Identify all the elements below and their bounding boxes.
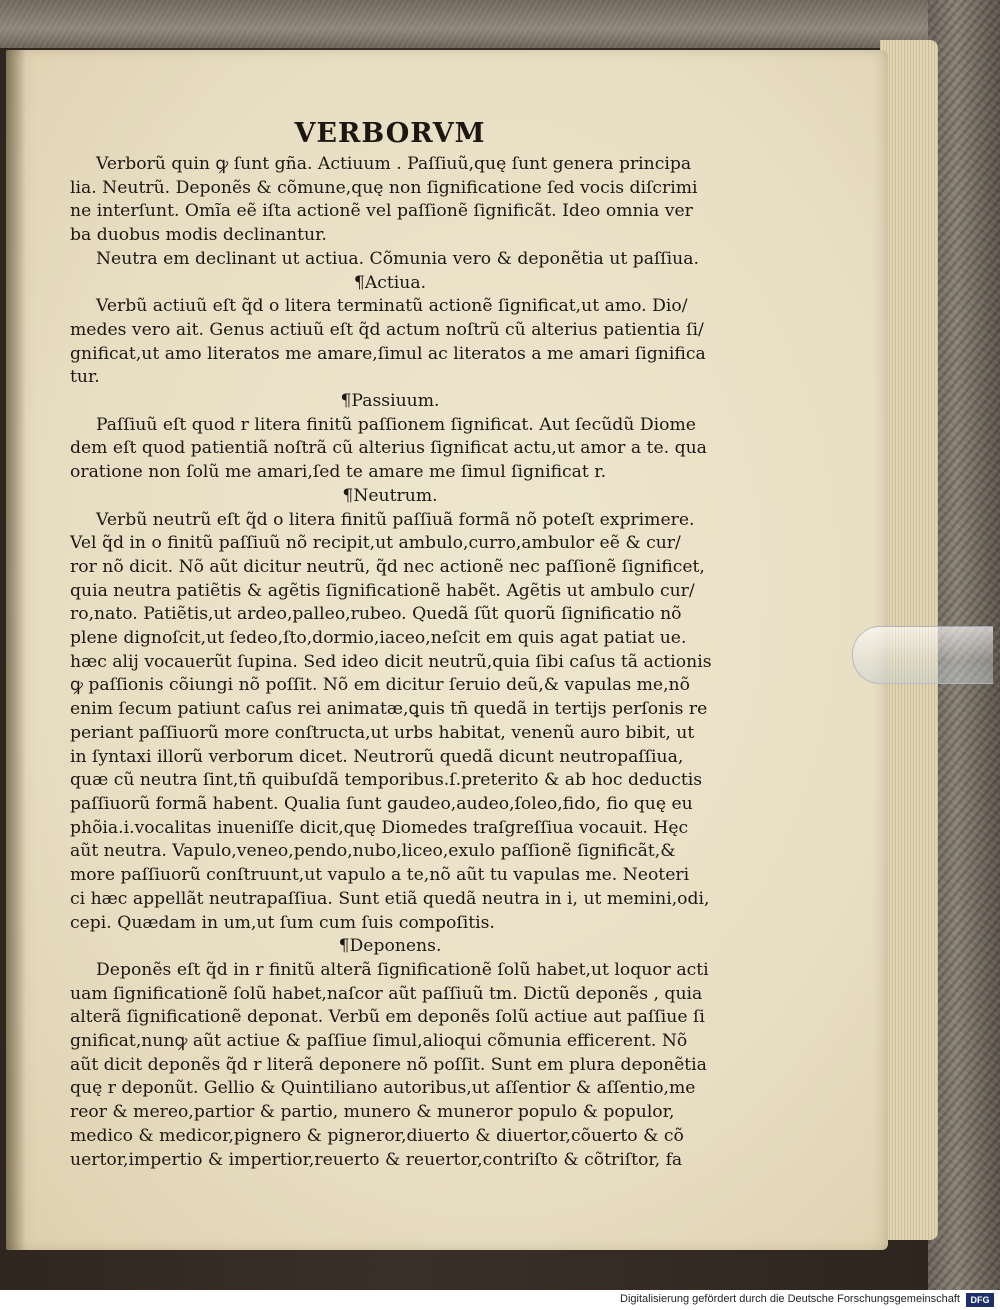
text-line: aũt dicit deponẽs q̃d r literã deponere nõ poſſit. Sunt em plura deponẽtia xyxy=(70,1054,707,1075)
text-line: plene dignoſcit,ut ſedeo,ſto,dormio,iaceo,neſcit em quis agat patiat ue. xyxy=(70,628,687,649)
text-line: Deponẽs eſt q̃d in r finitũ alterã ſignificationẽ ſolũ habet,ut loquor acti xyxy=(96,959,709,980)
text-line: ror nõ dicit. Nõ aũt dicitur neutrũ, q̃d nec actionẽ nec paſſionẽ ſignificet, xyxy=(70,556,705,577)
footer-credit-text: Digitalisierung gefördert durch die Deutsche Forschungsgemeinschaft xyxy=(620,1293,960,1305)
text-line: more paſſiuorũ conſtruunt,ut vapulo a te,nõ aũt tu vapulas me. Neoteri xyxy=(70,865,690,886)
text-line: ro,nato. Patiẽtis,ut ardeo,palleo,rubeo. Quedã ſũt quorũ ſignificatio nõ xyxy=(70,604,682,625)
page-gutter-shadow xyxy=(6,50,26,1250)
section-heading-deponens: ¶Deponens. xyxy=(338,936,442,957)
text-line: lia. Neutrũ. Deponẽs & cõmune,quę non ſignificatione ſed vocis diſcrimi xyxy=(70,177,698,198)
text-line: phõia.i.vocalitas inueniſſe dicit,quę Diomedes traſgreſſiua vocauit. Hęc xyxy=(70,817,689,838)
text-line: enim ſecum patiunt caſus rei animatæ,ꝗuis tñ quedã in tertijs perſonis re xyxy=(70,699,708,720)
text-line: ci hæc appellãt neutrapaſſiua. Sunt etiã quedã neutra in i, ut memini,odi, xyxy=(70,888,710,909)
text-line: quia neutra patiẽtis & agẽtis ſignificationẽ habẽt. Agẽtis ut ambulo cur/ xyxy=(70,580,695,601)
text-line: Paſſiuũ eſt quod r litera finitũ paſſionem ſignificat. Aut ſecũdũ Diome xyxy=(96,414,696,435)
text-line: Vel q̃d in o finitũ paſſiuũ nõ recipit,ut ambulo,curro,ambulor eẽ & cur/ xyxy=(70,533,681,554)
text-line: gnificat,ut amo literatos me amare,ſimul ac literatos a me amari ſignifica xyxy=(70,343,706,364)
text-line: reor & mereo,partior & partio, munero & muneror populo & populor, xyxy=(70,1102,675,1123)
text-line: quę r deponũt. Gellio & Quintiliano autoribus,ut aſſentior & aſſentio,me xyxy=(70,1078,696,1099)
text-line: periant paſſiuorũ more conſtructa,ut urbs habitat, venenũ auro bibit, ut xyxy=(70,722,695,743)
text-line: uertor,impertio & impertior,reuerto & reuertor,contriſto & cõtriſtor, fa xyxy=(70,1149,683,1170)
text-line: ꝙ paſſionis cõiungi nõ poſſit. Nõ em dicitur ſeruio deũ,& vapulas me,nõ xyxy=(70,675,690,696)
page-pointer-tab xyxy=(852,626,993,684)
text-line: quæ cũ neutra ſint,tñ quibuſdã temporibus.ſ.preterito & ab hoc deductis xyxy=(70,770,703,791)
text-line: medes vero ait. Genus actiuũ eſt q̃d actum noſtrũ cũ alterius patientia ſi/ xyxy=(70,319,704,340)
text-line: paſſiuorũ formã habent. Qualia ſunt gaudeo,audeo,ſoleo,fido, fio quę eu xyxy=(70,793,693,814)
page-text-block xyxy=(70,118,710,1172)
dfg-logo: DFG xyxy=(966,1293,994,1307)
text-line: oratione non ſolũ me amari,ſed te amare me ſimul ſignificat r. xyxy=(70,462,607,483)
page-heading: VERBORVM xyxy=(294,118,486,149)
text-line: aũt neutra. Vapulo,veneo,pendo,nubo,liceo,exulo paſſionẽ ſignificãt,& xyxy=(70,841,676,862)
text-line: gnificat,nunꝙ aũt actiue & paſſiue ſimul,alioqui cõmunia efficerent. Nõ xyxy=(70,1031,688,1052)
text-line: in ſyntaxi illorũ verborum dicet. Neutrorũ quedã dicunt neutropaſſiua, xyxy=(70,746,684,767)
section-heading-passiuum: ¶Passiuum. xyxy=(340,391,440,412)
text-line: cepi. Quædam in um,ut ſum cum ſuis compoſitis. xyxy=(70,912,495,933)
section-heading-activa: ¶Actiua. xyxy=(353,272,427,293)
text-line: hæc alij vocauerũt ſupina. Sed ideo dicit neutrũ,quia ſibi caſus tã actionis xyxy=(70,651,712,672)
text-line: Neutra em declinant ut actiua. Cõmunia vero & deponẽtia ut paſſiua. xyxy=(96,248,699,269)
footer-bar xyxy=(0,1290,1000,1310)
text-line: ne interſunt. Omĩa eẽ iſta actionẽ vel paſſionẽ ſignificãt. Ideo omnia ver xyxy=(70,201,693,222)
text-line: ba duobus modis declinantur. xyxy=(70,225,327,246)
text-line: uam ſignificationẽ ſolũ habet,naſcor aũt paſſiuũ tm. Dictũ deponẽs , quia xyxy=(70,983,703,1004)
text-line: tur. xyxy=(70,367,100,388)
text-line: dem eſt quod patientiã noſtrã cũ alterius ſignificat actu,ut amor a te. qua xyxy=(70,438,707,459)
section-heading-neutrum: ¶Neutrum. xyxy=(342,485,438,506)
book-top-board xyxy=(0,0,1000,48)
text-line: Verborũ quin ꝙ ſunt gña. Actiuum . Paſſiuũ,quę ſunt genera principa xyxy=(96,154,692,174)
text-line: medico & medicor,pignero & pigneror,diuerto & diuertor,cõuerto & cõ xyxy=(70,1125,684,1146)
text-line: Verbũ neutrũ eſt q̃d o litera finitũ paſſiuã formã nõ poteſt exprimere. xyxy=(96,509,695,530)
text-line: alterã ſignificationẽ deponat. Verbũ em deponẽs ſolũ actiue aut paſſiue ſi xyxy=(70,1007,705,1028)
text-line: Verbũ actiuũ eſt q̃d o litera terminatũ actionẽ ſignificat,ut amo. Dio/ xyxy=(96,296,688,317)
